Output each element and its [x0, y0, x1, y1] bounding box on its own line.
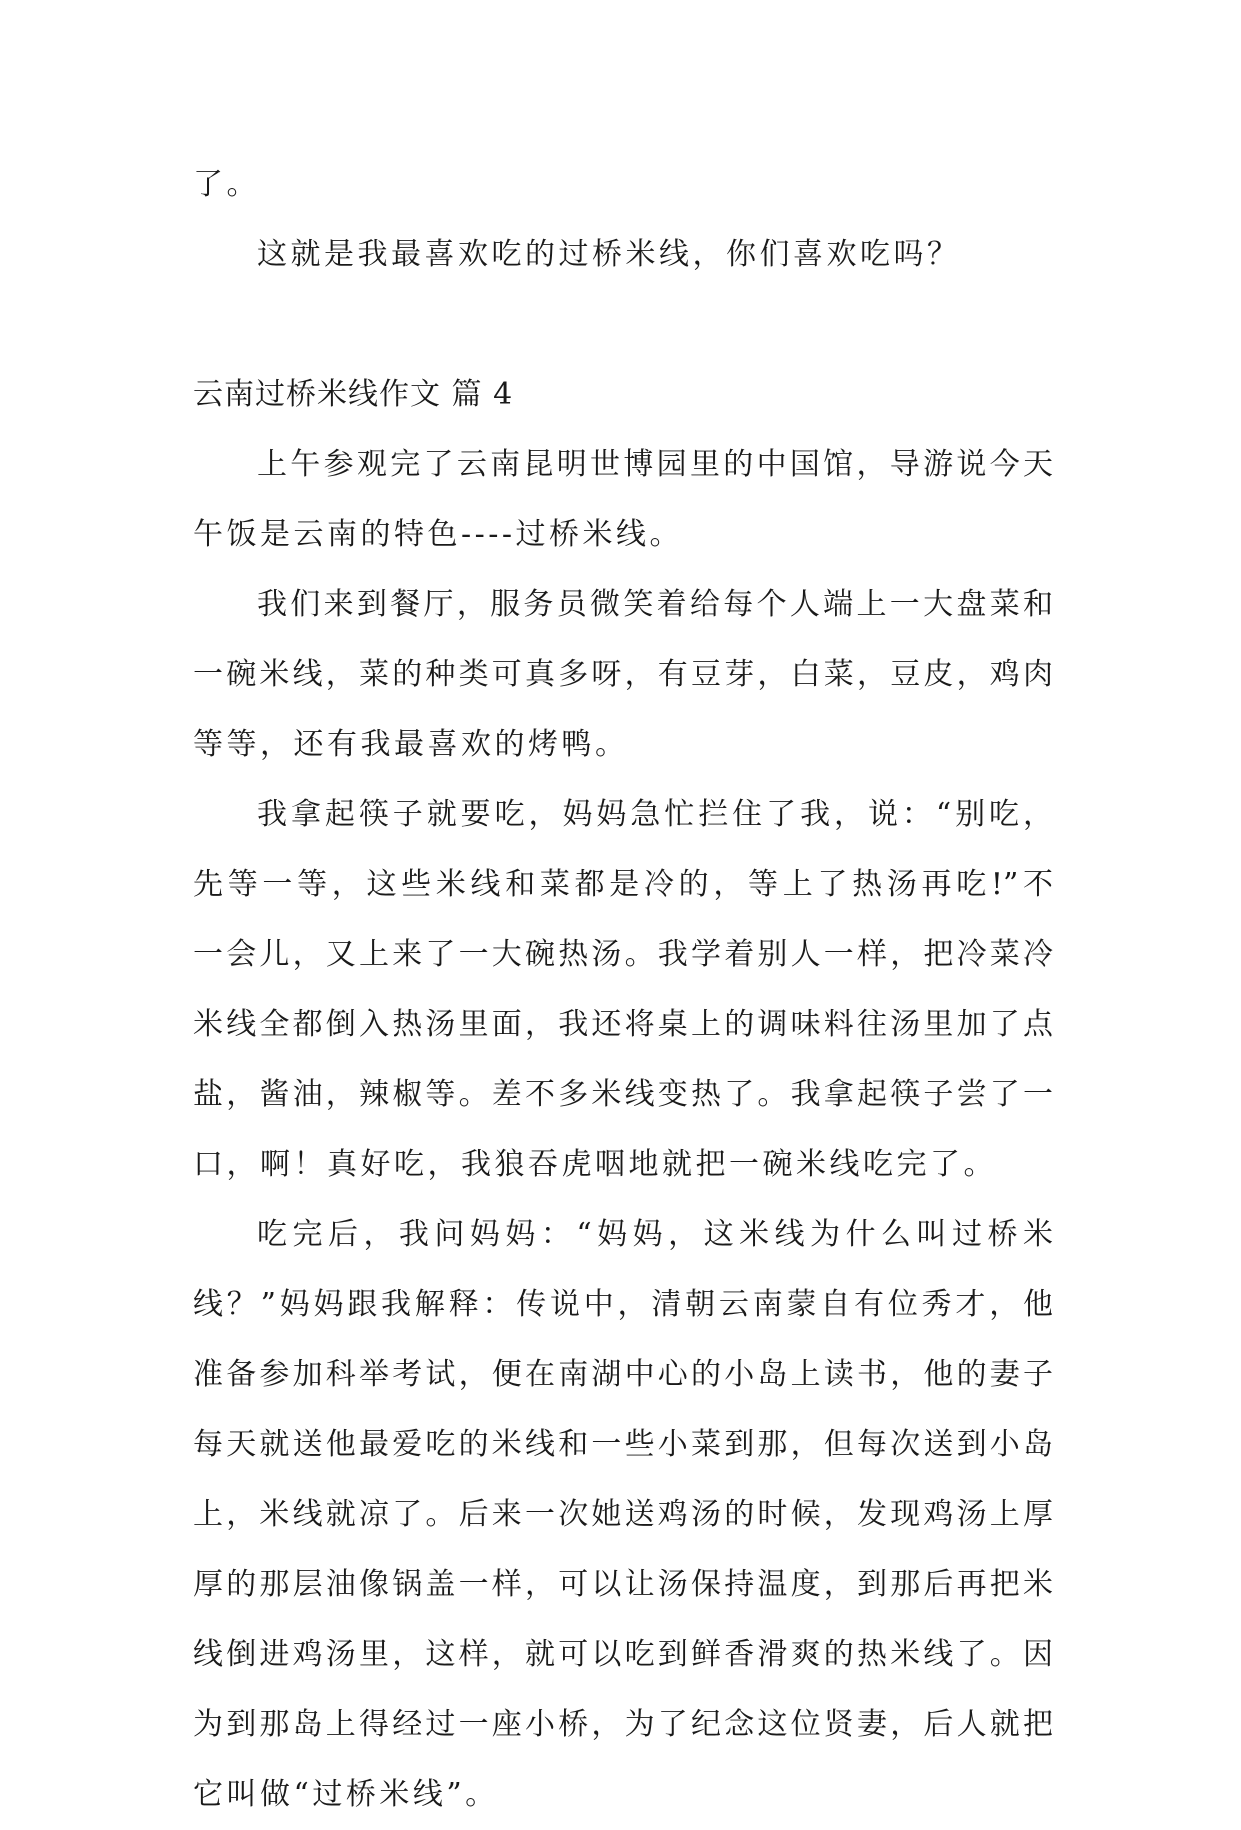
text-line: 上，米线就凉了。后来一次她送鸡汤的时候，发现鸡汤上厚: [193, 1497, 1053, 1532]
text-line: 每天就送他最爱吃的米线和一些小菜到那，但每次送到小岛: [193, 1427, 1053, 1462]
text-line: 线？”妈妈跟我解释：传说中，清朝云南蒙自有位秀才，他: [193, 1287, 1053, 1322]
text-line: 它叫做“过桥米线”。: [193, 1777, 499, 1812]
spacer: [193, 290, 1053, 360]
text-line: 为到那岛上得经过一座小桥，为了纪念这位贤妻，后人就把: [193, 1707, 1053, 1742]
document-page: [193, 150, 1053, 1830]
text-line: 上午参观完了云南昆明世博园里的中国馆，导游说今天: [257, 447, 1053, 482]
text-line: 口，啊！真好吃，我狼吞虎咽地就把一碗米线吃完了。: [193, 1147, 997, 1182]
text-line: 我们来到餐厅，服务员微笑着给每个人端上一大盘菜和: [257, 587, 1053, 622]
text-line: 我拿起筷子就要吃，妈妈急忙拦住了我，说：“别吃，: [257, 797, 1053, 832]
text-line: 米线全都倒入热汤里面，我还将桌上的调味料往汤里加了点: [193, 1007, 1053, 1042]
text-line: 吃完后，我问妈妈：“妈妈，这米线为什么叫过桥米: [257, 1217, 1053, 1252]
text-line: 先等一等，这些米线和菜都是冷的，等上了热汤再吃!”不: [193, 867, 1053, 902]
text-line: 线倒进鸡汤里，这样，就可以吃到鲜香滑爽的热米线了。因: [193, 1637, 1053, 1672]
text-line: 午饭是云南的特色----过桥米线。: [193, 517, 684, 552]
text-line: 了。: [193, 167, 260, 202]
text-line: 准备参加科举考试，便在南湖中心的小岛上读书，他的妻子: [193, 1357, 1053, 1392]
text-line: 这就是我最喜欢吃的过桥米线，你们喜欢吃吗？: [257, 237, 961, 272]
section-title: 云南过桥米线作文 篇 4: [193, 377, 514, 412]
text-line: 一碗米线，菜的种类可真多呀，有豆芽，白菜，豆皮，鸡肉: [193, 657, 1053, 692]
text-line: 盐，酱油，辣椒等。差不多米线变热了。我拿起筷子尝了一: [193, 1077, 1053, 1112]
text-line: 等等，还有我最喜欢的烤鸭。: [193, 727, 629, 762]
text-line: 一会儿，又上来了一大碗热汤。我学着别人一样，把冷菜冷: [193, 937, 1053, 972]
text-line: 厚的那层油像锅盖一样，可以让汤保持温度，到那后再把米: [193, 1567, 1053, 1602]
